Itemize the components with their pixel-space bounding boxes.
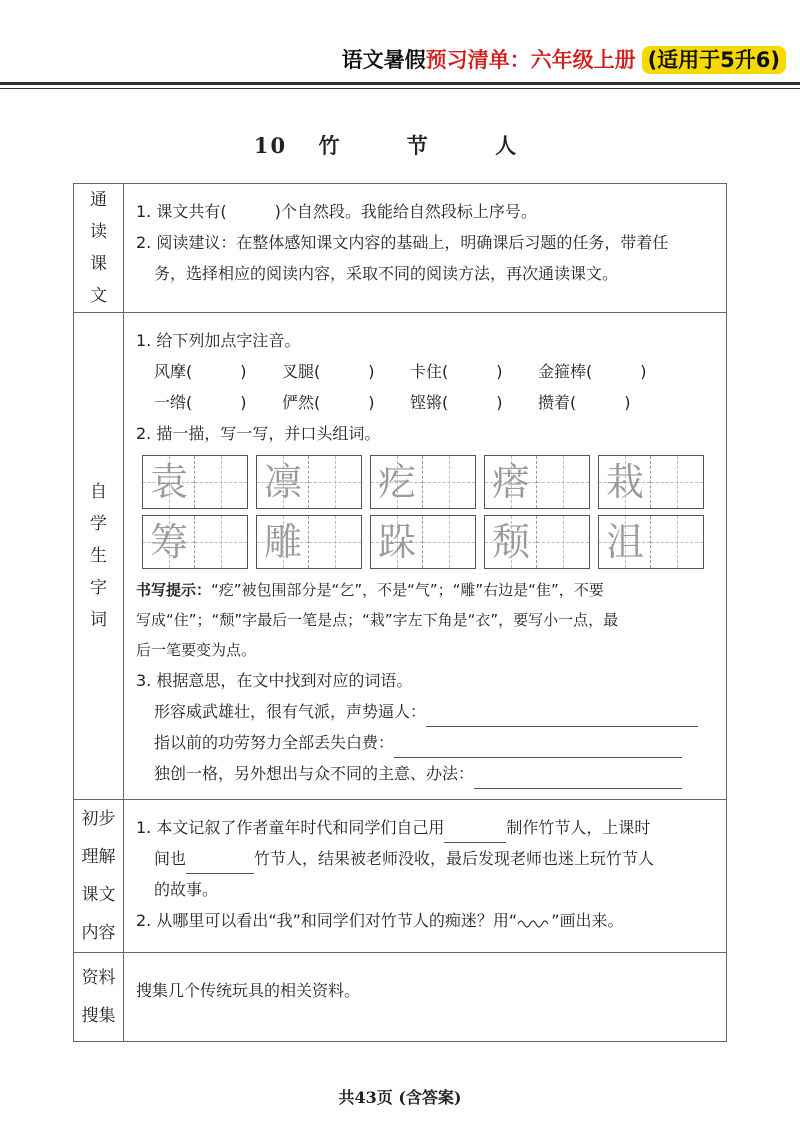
definition-item	[136, 696, 712, 727]
section-read-through	[74, 184, 727, 313]
trace-char: 栽	[605, 460, 644, 504]
question-text: 2. 阅读建议：在整体感知课文内容的基础上，明确课后习题的任务，带着任	[136, 233, 669, 252]
char-box[interactable]	[370, 515, 476, 569]
lesson-title	[0, 130, 800, 160]
section-label: 资料搜集	[74, 953, 124, 1042]
tip-text: 写成“住”；“颓”字最后一笔是点；“栽”字左下角是“衣”，要写小一点，最	[136, 611, 619, 629]
question-text: 1. 给下列加点字注音。	[136, 331, 301, 350]
answer-line[interactable]	[474, 766, 682, 789]
answer-line[interactable]	[394, 735, 682, 758]
header-title-part2: 预习清单：六年级上册	[425, 48, 636, 72]
question-text: 1. 本文记叙了作者童年时代和同学们自己用 制作竹节人，上课时	[136, 812, 712, 843]
lesson-number: 10	[253, 133, 288, 158]
trace-char: 筹	[149, 520, 188, 564]
trace-char: 雕	[263, 520, 302, 564]
pinyin-item[interactable]: 攒着( )	[538, 393, 631, 412]
answer-blank[interactable]	[444, 820, 506, 843]
section-label: 通读课文	[74, 184, 124, 313]
section-understanding	[74, 800, 727, 953]
char-box[interactable]	[142, 455, 248, 509]
tip-text: 后一笔要变为点。	[136, 641, 257, 659]
pinyin-item[interactable]: 卡住( )	[410, 362, 503, 381]
trace-char: 沮	[605, 520, 644, 564]
question-text: 3. 根据意思，在文中找到对应的词语。	[136, 671, 413, 690]
question-text: 的故事。	[154, 880, 219, 899]
page-footer: 共43页 (含答案)	[338, 1088, 462, 1107]
answer-blank[interactable]	[186, 851, 254, 874]
worksheet-table	[73, 183, 727, 1042]
writing-tip	[136, 575, 712, 605]
pinyin-row	[136, 387, 712, 418]
char-box[interactable]	[598, 515, 704, 569]
definition-item	[136, 758, 712, 789]
section-content	[124, 313, 727, 800]
char-box[interactable]	[598, 455, 704, 509]
pinyin-row	[136, 356, 712, 387]
char-box[interactable]	[484, 455, 590, 509]
section-content	[124, 800, 727, 953]
pinyin-item[interactable]: 一绺( )	[154, 393, 247, 412]
section-content	[124, 184, 727, 313]
section-label: 自学生字词	[74, 313, 124, 800]
question-text: 2. 从哪里可以看出“我”和同学们对竹节人的痴迷？用“ ”画出来。	[136, 911, 624, 930]
trace-char: 瘩	[491, 460, 530, 504]
section-label: 初步理解课文内容	[74, 800, 124, 953]
pinyin-item[interactable]: 叉腿( )	[282, 362, 375, 381]
tracing-grid-row	[142, 455, 712, 509]
trace-char: 颓	[491, 520, 530, 564]
tip-text: “疙”被包围部分是“乞”，不是“气”；“雕”右边是“隹”，不要	[211, 581, 604, 599]
question-text: 搜集几个传统玩具的相关资料。	[136, 980, 361, 1000]
pinyin-item[interactable]: 铿锵( )	[410, 393, 503, 412]
definition-text: 形容威武雄壮，很有气派，声势逼人：	[154, 702, 427, 721]
wavy-line-icon	[517, 916, 551, 928]
tracing-grid-row	[142, 515, 712, 569]
tip-label: 书写提示：	[136, 581, 212, 599]
header-rule-thin	[0, 88, 800, 89]
header-title	[342, 44, 786, 74]
char-box[interactable]	[484, 515, 590, 569]
definition-item	[136, 727, 712, 758]
header-title-part1: 语文暑假	[341, 48, 426, 72]
page-header	[0, 0, 800, 90]
grade-badge: (适用于5升6)	[642, 46, 786, 74]
pinyin-item[interactable]: 俨然( )	[282, 393, 375, 412]
lesson-name: 竹 节 人	[318, 133, 547, 158]
pinyin-item[interactable]: 风摩( )	[154, 362, 247, 381]
question-text: 2. 描一描，写一写，并口头组词。	[136, 424, 381, 443]
section-content	[124, 953, 727, 1042]
trace-char: 袁	[149, 460, 188, 504]
section-self-study	[74, 313, 727, 800]
char-box[interactable]	[142, 515, 248, 569]
answer-line[interactable]	[426, 704, 698, 727]
definition-text: 指以前的功劳努力全部丢失白费：	[154, 733, 395, 752]
char-box[interactable]	[256, 515, 362, 569]
header-rule	[0, 82, 800, 85]
question-text: 务，选择相应的阅读内容，采取不同的阅读方法，再次通读课文。	[154, 264, 619, 283]
char-box[interactable]	[256, 455, 362, 509]
definition-text: 独创一格，另外想出与众不同的主意、办法：	[154, 764, 475, 783]
trace-char: 疙	[377, 460, 416, 504]
question-text: 间也 竹节人，结果被老师没收，最后发现老师也迷上玩竹节人	[136, 843, 712, 874]
pinyin-item[interactable]: 金箍棒( )	[538, 362, 647, 381]
trace-char: 跺	[377, 520, 416, 564]
section-research	[74, 953, 727, 1042]
trace-char: 凛	[263, 460, 302, 504]
char-box[interactable]	[370, 455, 476, 509]
question-text: 1. 课文共有( )个自然段。我能给自然段标上序号。	[136, 202, 537, 221]
